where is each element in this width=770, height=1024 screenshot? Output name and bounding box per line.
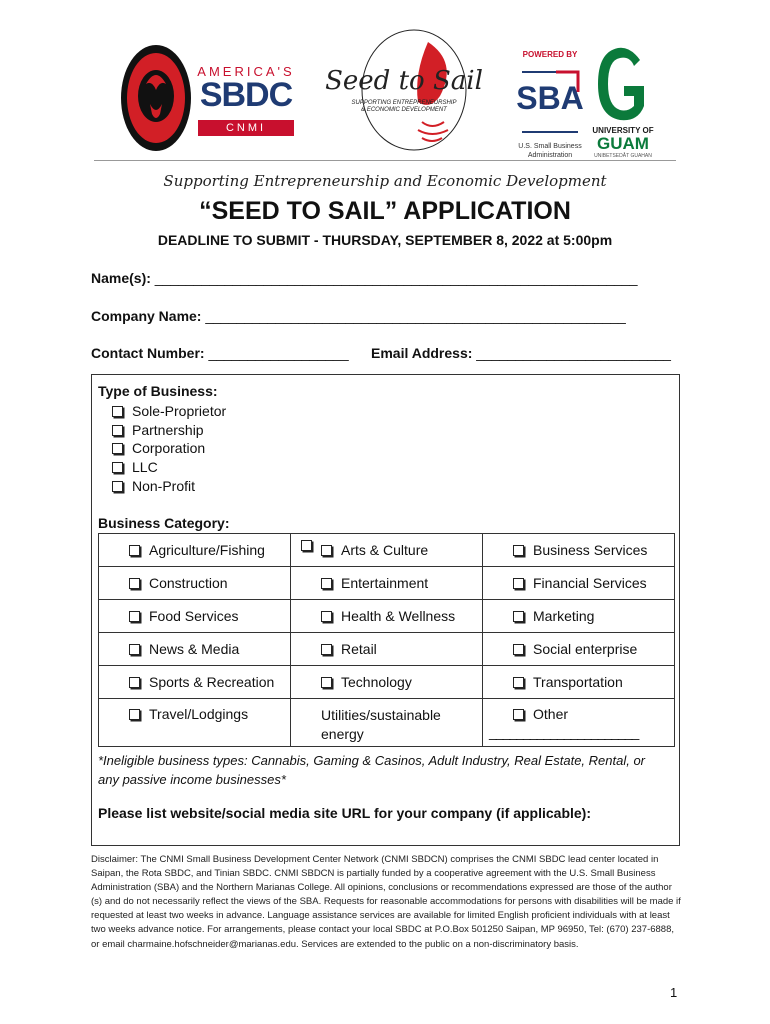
category-option[interactable] <box>99 633 291 666</box>
type-option[interactable] <box>112 477 226 496</box>
sba-logo <box>516 50 584 158</box>
checkbox-icon[interactable] <box>321 545 332 556</box>
business-category-table <box>98 533 675 747</box>
header-divider <box>94 160 676 161</box>
names-input-line[interactable]: ______________________________________________________________ <box>154 270 638 286</box>
category-label: Retail <box>341 641 377 657</box>
contact-number-field[interactable] <box>91 345 349 361</box>
category-option[interactable] <box>483 567 675 600</box>
sba-subtitle-line-2: Administration <box>527 152 573 159</box>
category-label: Entertainment <box>341 575 429 591</box>
names-field[interactable] <box>91 270 638 286</box>
company-name-field[interactable] <box>91 308 626 324</box>
disclaimer-text: Disclaimer: The CNMI Small Business Development Center Network (CNMI SBDCN) comprises the CNMI SBDC lead center located in Saipan, the Rota SBDC, and Tinian SBDC. CNMI SBDCN is partially funded by a cooperative agreement with the U.S. Small Business Administration (SBA) and the Northern Marianas College. All opinions, conclusions or recommendations expressed are those of the author (s) and do not necessarily reflect the views of the SBA. Requests for reasonable accommodations for persons with disabilities will be made if requested at least two weeks in advance. Language assistance services are available for limited English proficient individuals with at least two weeks advance notice. For arrangements, please contact your local SBDC at P.O.Box 501250 Saipan, MP 96950, Tel: (670) 237-6888, or email charmaine.hofschneider@marianas.edu. Services are extended to the public on a non-discriminatory basis. <box>91 854 681 950</box>
category-label: Technology <box>341 674 412 690</box>
checkbox-icon[interactable] <box>112 481 123 492</box>
checkbox-icon[interactable] <box>513 611 524 622</box>
checkbox-icon[interactable] <box>321 644 332 655</box>
category-label: Arts & Culture <box>341 542 429 558</box>
type-option-label: Corporation <box>132 440 206 457</box>
category-label: Business Services <box>533 542 648 558</box>
checkbox-icon[interactable] <box>513 545 524 556</box>
americas-sbdc-cnmi-logo <box>196 62 296 144</box>
email-address-field[interactable] <box>371 345 671 361</box>
contact-number-label: Contact Number: <box>91 345 205 361</box>
category-option[interactable] <box>483 600 675 633</box>
category-option[interactable] <box>483 633 675 666</box>
company-name-input-line[interactable]: ______________________________________________________ <box>205 308 626 324</box>
sbdc-logo-main-text: SBDC <box>199 76 293 114</box>
type-option-label: Partnership <box>132 421 204 438</box>
checkbox-icon[interactable] <box>112 425 123 436</box>
checkbox-icon[interactable] <box>112 406 123 417</box>
category-row <box>99 567 675 600</box>
ineligible-business-note: *Ineligible business types: Cannabis, Gaming & Casinos, Adult Industry, Real Estate, Rental, or any passive income businesses* <box>98 753 646 787</box>
checkbox-icon[interactable] <box>129 709 140 720</box>
sba-subtitle <box>516 142 584 160</box>
uog-tagline-text: UNIBETSEDÅT GUAHAN <box>594 153 652 159</box>
category-label: Financial Services <box>533 575 647 591</box>
logo-band <box>0 22 770 159</box>
seed-tag-line-1: SUPPORTING ENTREPRENEURSHIP <box>351 100 457 106</box>
category-option[interactable] <box>291 633 483 666</box>
contact-number-input-line[interactable]: __________________ <box>208 345 349 361</box>
category-label: Food Services <box>149 608 239 624</box>
seed-to-sail-tagline <box>318 100 490 114</box>
type-of-business-list <box>112 402 226 495</box>
type-option[interactable] <box>112 402 226 421</box>
category-label: Marketing <box>533 608 595 624</box>
category-option[interactable] <box>99 600 291 633</box>
type-option-label: LLC <box>132 459 158 476</box>
names-label: Name(s): <box>91 270 151 286</box>
category-row <box>99 699 675 747</box>
category-row <box>99 534 675 567</box>
category-option[interactable] <box>99 699 291 747</box>
seed-tag-line-2: & ECONOMIC DEVELOPMENT <box>361 107 447 113</box>
page-title: “SEED TO SAIL” APPLICATION <box>199 197 571 225</box>
category-option[interactable] <box>291 534 483 567</box>
category-label: Health & Wellness <box>341 608 456 624</box>
sbdc-logo-bar-text: CNMI <box>198 120 294 136</box>
email-address-input-line[interactable]: _________________________ <box>476 345 671 361</box>
checkbox-icon[interactable] <box>513 578 524 589</box>
sba-powered-by-text: POWERED BY <box>522 50 578 59</box>
category-option[interactable] <box>291 666 483 699</box>
type-option[interactable] <box>112 458 226 477</box>
checkbox-icon[interactable] <box>129 545 140 556</box>
category-label: News & Media <box>149 641 240 657</box>
business-category-label: Business Category: <box>98 515 230 531</box>
category-option[interactable] <box>291 600 483 633</box>
uog-guam-text: GUAM <box>597 134 649 153</box>
category-row <box>99 600 675 633</box>
university-of-guam-logo <box>590 42 656 162</box>
category-label: Sports & Recreation <box>149 674 275 690</box>
business-info-box <box>91 374 680 846</box>
other-input-line[interactable]: ______________________ <box>489 724 639 740</box>
page-tagline: Supporting Entrepreneurship and Economic Development <box>163 172 607 190</box>
seed-to-sail-script-text: Seed to Sail <box>325 66 483 96</box>
checkbox-icon[interactable] <box>513 677 524 688</box>
sbdc-logo-top-text: AMERICA'S <box>197 64 295 79</box>
category-label: Social enterprise <box>533 641 638 657</box>
checkbox-icon[interactable] <box>129 677 140 688</box>
sba-subtitle-line-1: U.S. Small Business <box>518 143 582 150</box>
northern-marianas-college-seal <box>120 44 192 152</box>
category-option[interactable] <box>291 699 483 747</box>
category-label: Construction <box>149 575 228 591</box>
deadline-text: DEADLINE TO SUBMIT - THURSDAY, SEPTEMBER 8, 2022 at 5:00pm <box>157 232 613 248</box>
checkbox-icon[interactable] <box>301 540 312 551</box>
type-option-label: Sole-Proprietor <box>132 403 227 419</box>
checkbox-icon[interactable] <box>513 709 524 720</box>
category-option[interactable] <box>483 666 675 699</box>
category-row <box>99 666 675 699</box>
checkbox-icon[interactable] <box>321 578 332 589</box>
checkbox-icon[interactable] <box>321 611 332 622</box>
type-option-label: Non-Profit <box>132 477 196 494</box>
category-label: Other <box>533 706 569 722</box>
category-option-other[interactable] <box>483 699 675 747</box>
category-option[interactable] <box>99 534 291 567</box>
checkbox-icon[interactable] <box>112 462 123 473</box>
checkbox-icon[interactable] <box>321 677 332 688</box>
category-label: Utilities/sustainable energy <box>321 707 441 742</box>
email-address-label: Email Address: <box>371 345 473 361</box>
checkbox-icon[interactable] <box>513 644 524 655</box>
seed-to-sail-logo <box>318 26 490 156</box>
type-of-business-label: Type of Business: <box>98 383 218 399</box>
checkbox-icon[interactable] <box>129 578 140 589</box>
category-option[interactable] <box>99 567 291 600</box>
category-label: Travel/Lodgings <box>149 706 249 722</box>
company-name-label: Company Name: <box>91 308 202 324</box>
type-option[interactable] <box>112 421 226 440</box>
category-label: Agriculture/Fishing <box>149 542 265 558</box>
category-option[interactable] <box>483 534 675 567</box>
category-option[interactable] <box>99 666 291 699</box>
website-url-label: Please list website/social media site URL for your company (if applicable): <box>98 805 592 821</box>
category-row <box>99 633 675 666</box>
sba-logo-text: SBA <box>516 80 584 116</box>
category-option[interactable] <box>291 567 483 600</box>
page-number: 1 <box>670 985 678 1000</box>
type-option[interactable] <box>112 439 226 458</box>
uog-g-emblem-icon <box>590 42 656 126</box>
category-label: Transportation <box>533 674 623 690</box>
checkbox-icon[interactable] <box>112 443 123 454</box>
checkbox-icon[interactable] <box>129 611 140 622</box>
checkbox-icon[interactable] <box>129 644 140 655</box>
uog-university-of-text: UNIVERSITY OF <box>592 126 654 135</box>
